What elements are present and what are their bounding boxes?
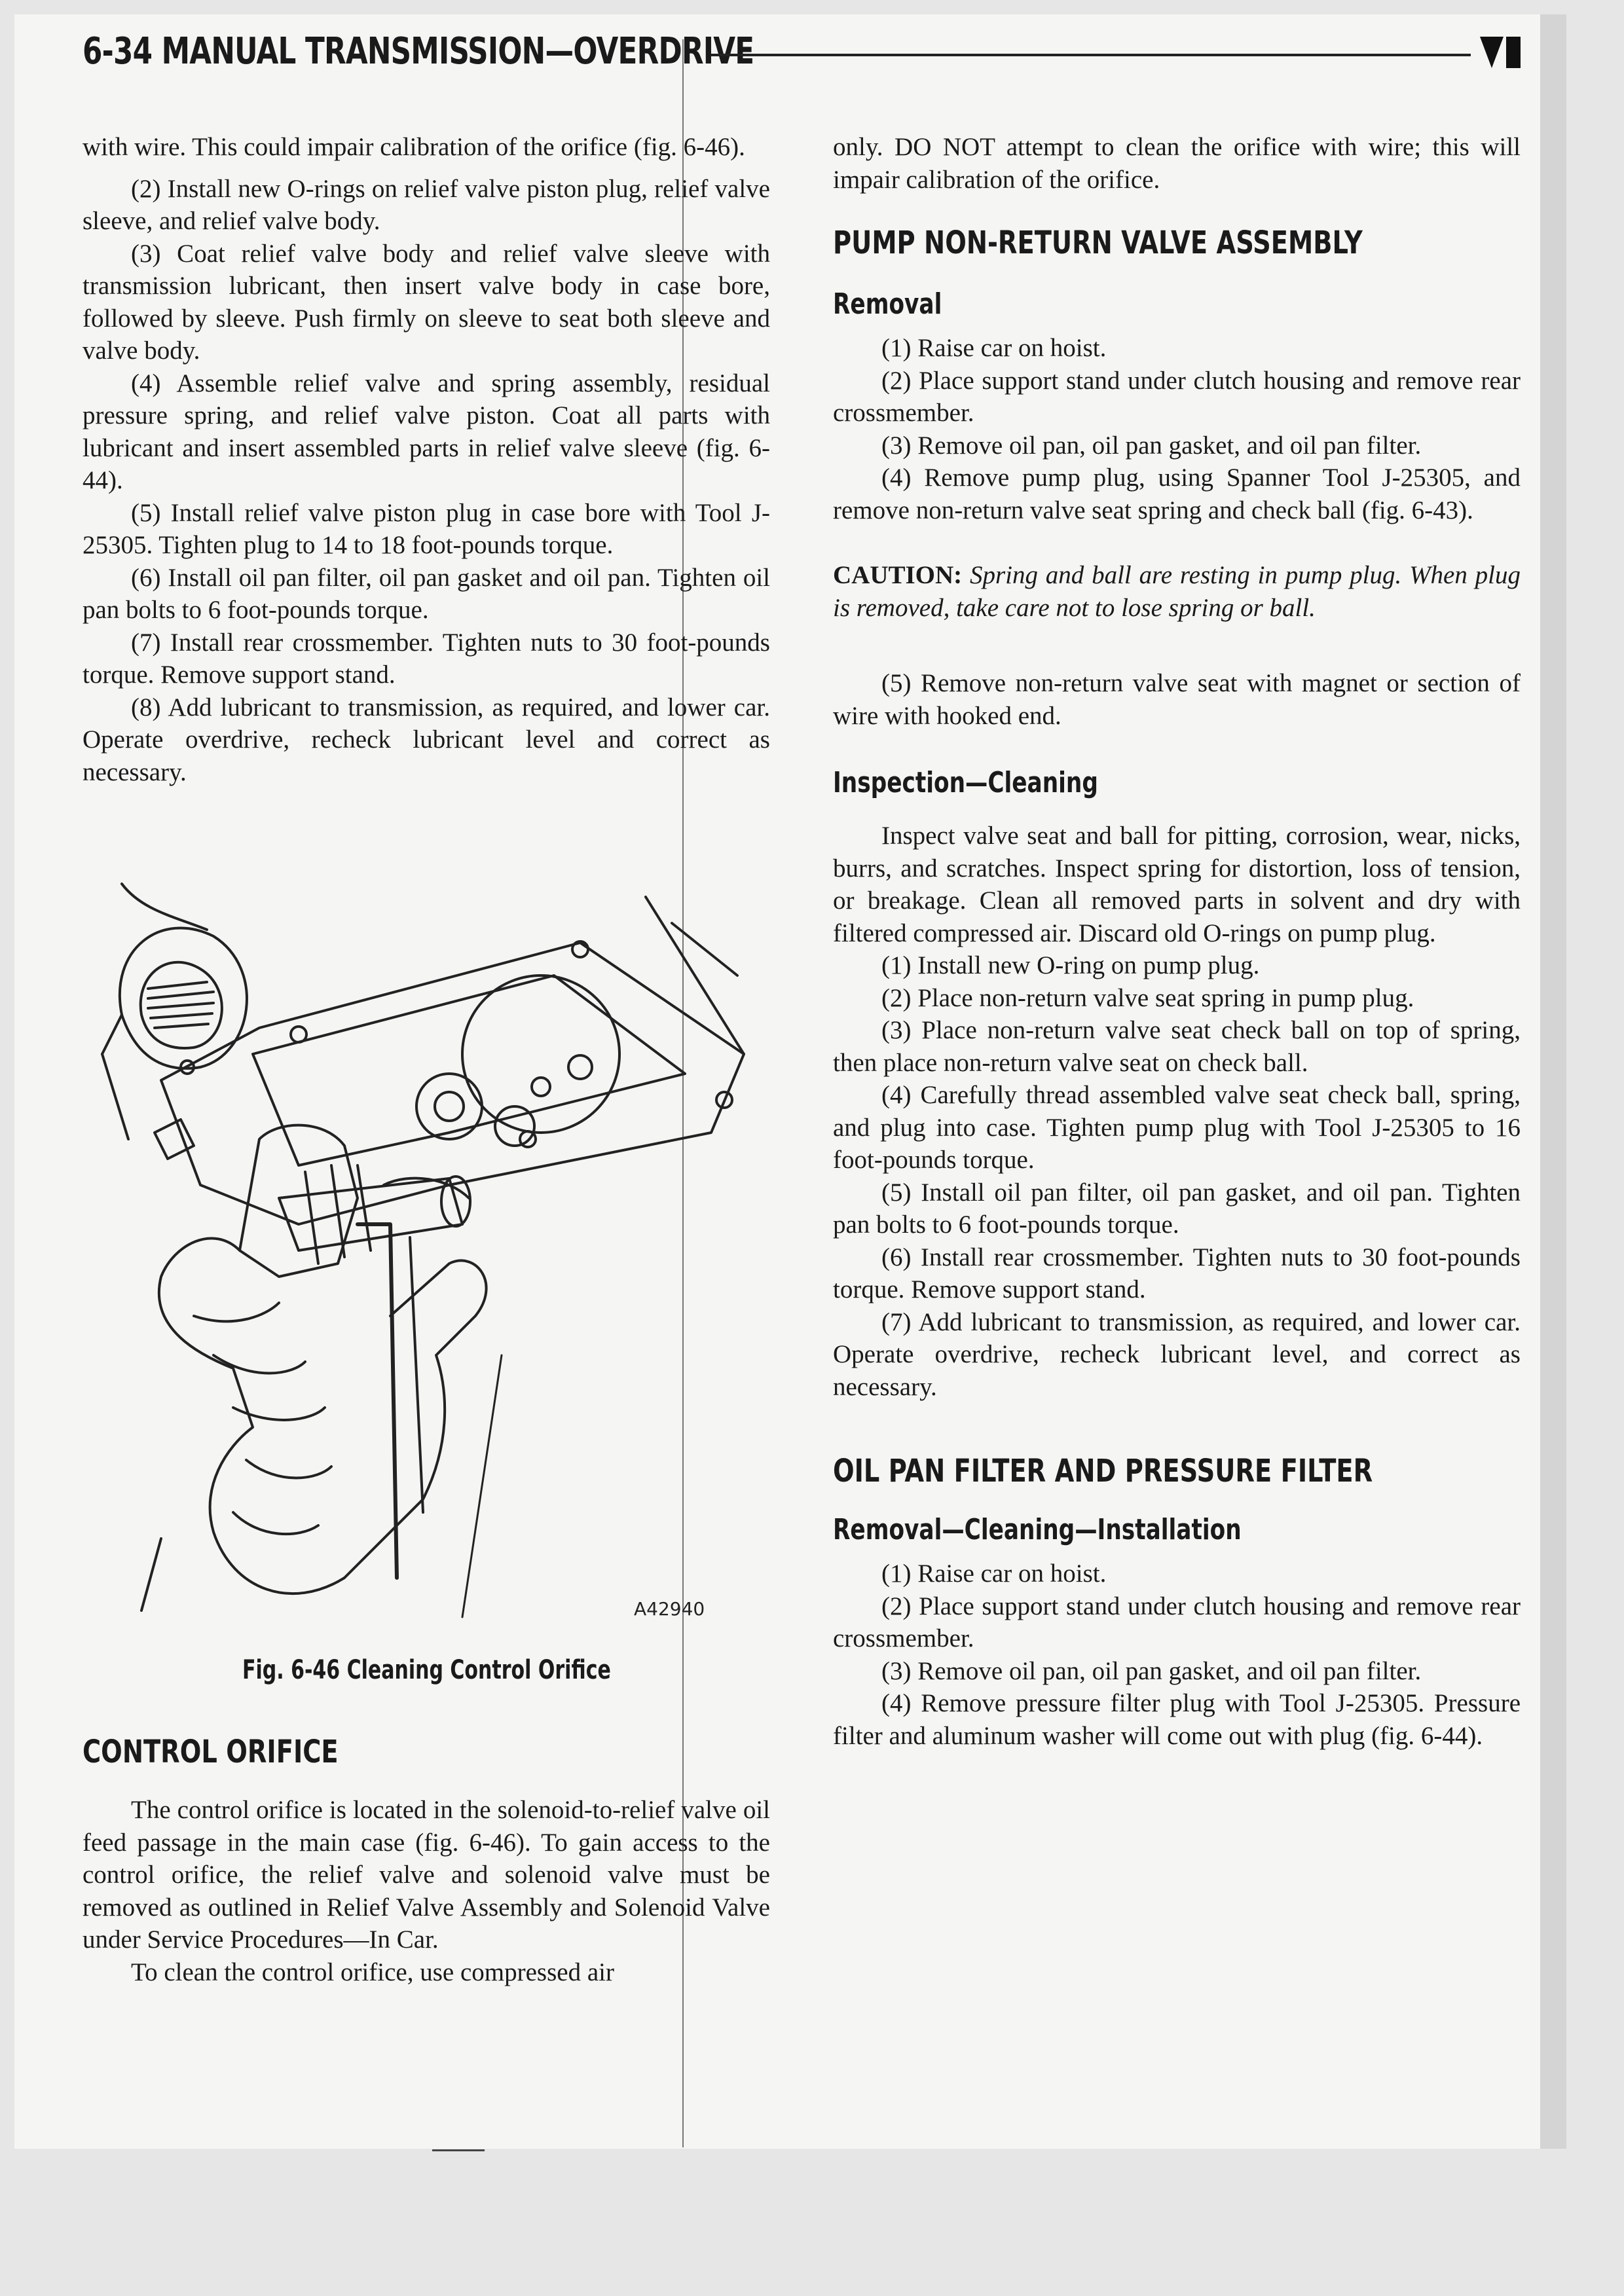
step: (3) Remove oil pan, oil pan gasket, and oil pan filter. bbox=[881, 1656, 1422, 1685]
chrysler-pentastar-logo-icon bbox=[1477, 31, 1523, 71]
step: (5) Remove non-return valve seat with magnet or section of wire with hooked end. bbox=[833, 669, 1521, 730]
figure-cleaning-control-orifice bbox=[83, 858, 770, 1630]
step: (3) Place non-return valve seat check ball on top of spring, then place non-return valve seat on check ball. bbox=[833, 1016, 1521, 1077]
step: (5) Install relief valve piston plug in case bore with Tool J-25305. Tighten plug to 14 to 18 foot-pounds torque. bbox=[83, 498, 770, 559]
page-title: 6-34 MANUAL TRANSMISSION—OVERDRIVE bbox=[83, 29, 754, 73]
control-orifice-section bbox=[83, 1734, 770, 1988]
caution-label: CAUTION: bbox=[833, 561, 963, 589]
step: (2) Place support stand under clutch housing and remove rear crossmember. bbox=[833, 1592, 1521, 1652]
step: (3) Remove oil pan, oil pan gasket, and oil pan filter. bbox=[881, 431, 1422, 460]
step: (1) Raise car on hoist. bbox=[881, 334, 1107, 362]
step: (4) Remove pump plug, using Spanner Tool J-25305, and remove non-return valve seat spring and check ball (fig. 6-43). bbox=[833, 464, 1521, 524]
binding-shadow bbox=[1540, 14, 1566, 2149]
section-heading-pump-valve: PUMP NON-RETURN VALVE ASSEMBLY bbox=[833, 225, 1363, 261]
footer-mark bbox=[432, 2149, 485, 2151]
left-column bbox=[83, 131, 770, 788]
caution-note bbox=[833, 559, 1521, 624]
section-heading-oil-pan-filter: OIL PAN FILTER AND PRESSURE FILTER bbox=[833, 1453, 1373, 1489]
subheading-removal: Removal bbox=[833, 287, 942, 321]
step: (7) Install rear crossmember. Tighten nuts to 30 foot-pounds torque. Remove support stand. bbox=[83, 628, 770, 689]
step: (2) Place non-return valve seat spring in pump plug. bbox=[881, 983, 1414, 1012]
step: (5) Install oil pan filter, oil pan gasket, and oil pan. Tighten pan bolts to 6 foot-pounds torque. bbox=[833, 1178, 1521, 1239]
orifice-cleaning-illustration bbox=[83, 858, 770, 1630]
paragraph: only. DO NOT attempt to clean the orifice with wire; this will impair calibration of the orifice. bbox=[833, 133, 1521, 194]
section-heading-control-orifice: CONTROL ORIFICE bbox=[83, 1734, 339, 1770]
step: (3) Coat relief valve body and relief valve sleeve with transmission lubricant, then insert valve body in case bore, followed by sleeve. Push firmly on sleeve to seat both sleeve and valve body. bbox=[83, 239, 770, 365]
caution-text: Spring and ball are resting in pump plug. When plug is removed, take care not to lose spring or ball. bbox=[833, 561, 1521, 622]
paragraph: The control orifice is located in the solenoid-to-relief valve oil feed passage in the main case (fig. 6-46). To gain access to the control orifice, the relief valve and solenoid valve must be removed as outlined in Relief Valve Assembly and Solenoid Valve under Service Procedures—In Car. bbox=[83, 1796, 770, 1954]
step: (4) Remove pressure filter plug with Tool J-25305. Pressure filter and aluminum washer will come out with plug (fig. 6-44). bbox=[833, 1689, 1521, 1750]
step: (6) Install oil pan filter, oil pan gasket and oil pan. Tighten oil pan bolts to 6 foot-pounds torque. bbox=[83, 563, 770, 624]
step: (8) Add lubricant to transmission, as required, and lower car. Operate overdrive, recheck lubricant level and correct as necessary. bbox=[83, 693, 770, 786]
paragraph: Inspect valve seat and ball for pitting, corrosion, wear, nicks, burrs, and scratches. Inspect spring for distortion, loss of tension, or breakage. Clean all removed parts in solvent and dry with filtered compressed air. Discard old O-rings on pump plug. bbox=[833, 822, 1521, 947]
subheading-inspection-cleaning: Inspection—Cleaning bbox=[833, 766, 1098, 799]
right-column bbox=[833, 131, 1521, 1752]
paragraph: To clean the control orifice, use compressed air bbox=[131, 1958, 614, 1986]
page-header bbox=[83, 25, 1536, 77]
figure-caption: Fig. 6-46 Cleaning Control Orifice bbox=[242, 1655, 611, 1685]
paragraph: with wire. This could impair calibration of the orifice (fig. 6-46). bbox=[83, 133, 745, 161]
step: (4) Assemble relief valve and spring assembly, residual pressure spring, and relief valve piston. Coat all parts with lubricant and insert assembled parts in relief valve sleeve (fig. 6-44). bbox=[83, 369, 770, 494]
step: (2) Install new O-rings on relief valve piston plug, relief valve sleeve, and relief valve body. bbox=[83, 174, 770, 235]
step: (4) Carefully thread assembled valve seat check ball, spring, and plug into case. Tighten pump plug with Tool J-25305 to 16 foot-pounds torque. bbox=[833, 1081, 1521, 1174]
subheading-removal-cleaning-installation: Removal—Cleaning—Installation bbox=[833, 1513, 1242, 1546]
step: (6) Install rear crossmember. Tighten nuts to 30 foot-pounds torque. Remove support stand. bbox=[833, 1243, 1521, 1303]
step: (1) Install new O-ring on pump plug. bbox=[881, 951, 1260, 979]
step: (7) Add lubricant to transmission, as required, and lower car. Operate overdrive, recheck lubricant level, and correct as necessary. bbox=[833, 1307, 1521, 1401]
step: (2) Place support stand under clutch housing and remove rear crossmember. bbox=[833, 366, 1521, 427]
header-rule bbox=[711, 54, 1471, 56]
figure-code: A42940 bbox=[634, 1598, 705, 1620]
step: (1) Raise car on hoist. bbox=[881, 1559, 1107, 1588]
